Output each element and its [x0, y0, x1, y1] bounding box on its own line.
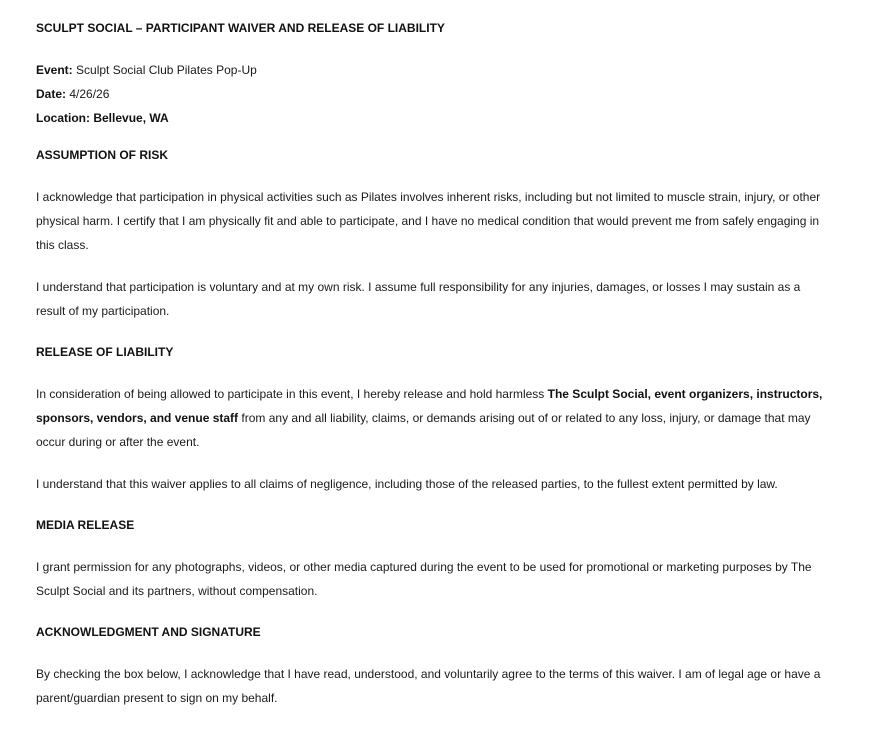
release-paragraph-1	[36, 382, 826, 454]
location-line	[36, 106, 839, 130]
location-label: Location:	[36, 111, 90, 125]
media-heading: MEDIA RELEASE	[36, 518, 135, 532]
assumption-paragraph-1: I acknowledge that participation in physical activities such as Pilates involves inherent risks, including but not limited to muscle strain, injury, or other physical harm. I certify that I am physically fit and able to participate, and I have no medical condition that would prevent me from safely engaging in this class.	[36, 190, 821, 252]
release-paragraph-2: I understand that this waiver applies to all claims of negligence, including those of the released parties, to the fullest extent permitted by law.	[36, 477, 778, 491]
event-details	[36, 58, 839, 130]
location-value: Bellevue, WA	[93, 111, 169, 125]
event-label: Event:	[36, 63, 73, 77]
date-line	[36, 82, 839, 106]
date-value: 4/26/26	[69, 87, 110, 101]
document-title: SCULPT SOCIAL – PARTICIPANT WAIVER AND RELEASE OF LIABILITY	[36, 21, 445, 35]
media-paragraph-1: I grant permission for any photographs, videos, or other media captured during the event to be used for promotional or marketing purposes by The Sculpt Social and its partners, without compensation.	[36, 560, 812, 598]
release-text-start: In consideration of being allowed to participate in this event, I hereby release and hold harmless	[36, 387, 548, 401]
acknowledgment-heading: ACKNOWLEDGMENT AND SIGNATURE	[36, 625, 261, 639]
release-text-end: from any and all liability, claims, or demands arising out of or related to any loss, injury, or damage that may occur during or after the event.	[36, 411, 811, 449]
acknowledgment-paragraph-1: By checking the box below, I acknowledge that I have read, understood, and voluntarily agree to the terms of this waiver. I am of legal age or have a parent/guardian present to sign on my behalf.	[36, 667, 821, 705]
release-heading: RELEASE OF LIABILITY	[36, 345, 174, 359]
released-parties: The Sculpt Social, event organizers, instructors, sponsors, vendors, and venue staff	[36, 387, 823, 425]
event-line	[36, 58, 839, 82]
date-label: Date:	[36, 87, 67, 101]
event-value: Sculpt Social Club Pilates Pop-Up	[76, 63, 257, 77]
assumption-heading: ASSUMPTION OF RISK	[36, 148, 169, 162]
assumption-paragraph-2: I understand that participation is voluntary and at my own risk. I assume full responsibility for any injuries, damages, or losses I may sustain as a result of my participation.	[36, 280, 801, 318]
